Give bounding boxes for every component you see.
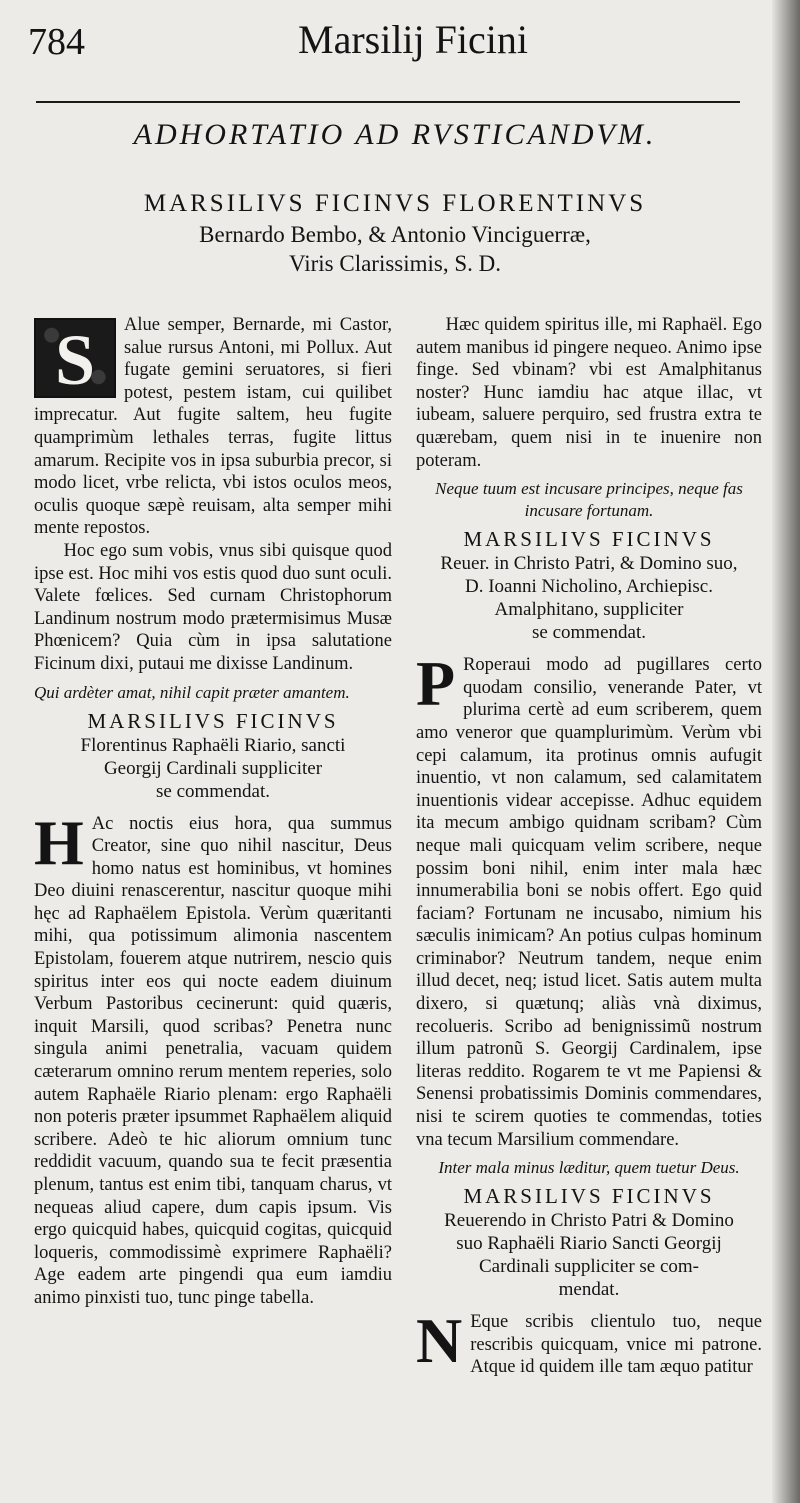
address-line: Florentinus Raphaëli Riario, sancti: [80, 734, 346, 756]
page-number: 784: [28, 21, 85, 63]
salutation-author: MARSILIVS FICINVS FLORENTINVS: [143, 190, 647, 217]
address-line: Cardinali suppliciter se com-: [478, 1256, 700, 1278]
address-author: MARSILIVS FICINVS: [463, 527, 715, 552]
salutation-block: [0, 188, 790, 278]
drop-initial: H: [34, 806, 84, 878]
header-rule: [36, 101, 740, 103]
address-line: Reuer. in Christo Patri, & Domino suo,: [440, 553, 738, 575]
address-author: MARSILIVS FICINVS: [463, 1184, 715, 1209]
address-line: D. Ioanni Nicholino, Archiepisc.: [464, 576, 713, 598]
address-line: se commendat.: [156, 780, 270, 802]
letter-paragraph: [34, 314, 392, 540]
letter-paragraph: [34, 806, 392, 1310]
section-title: ADHORTATIO AD RVSTICANDVM.: [133, 118, 657, 151]
letter-paragraph: [416, 648, 762, 1151]
epigraph: Qui ardèter amat, nihil capit præter amantem.: [34, 682, 350, 702]
epigraph: Neque tuum est incusare principes, neque fas incusare fortunam.: [435, 479, 743, 521]
address-block: [34, 708, 392, 803]
letter-text: Alue semper, Bernarde, mi Castor, salue rursus Antoni, mi Pollux. Aut fugate gemini seruatores, si fieri potest, pestem istam, cui quilibet imprecatur. Aut fugite saltem, heu fugite quamprimùm lethales terras, fugite littus amarum. Recipite vos in ipsa suburbia precor, si modo licet, vrbe relicta, vbi istos oculos meos, oculis quoque sæpè reuisam, alta semper mihi mente repostos.: [34, 315, 392, 539]
letter-text: Ac noctis eius hora, qua summus Creator, sine quo nihil nascitur, Deus homo natus est hominibus, vt homines Deo diuini renascerentur, nascitur quoque mihi hęc ad Raphaëlem Epistola. Verùm quæritanti mihi, qua potissimum alimonia nascentem Epistolam, fouerem atque nutrirem, nescio quis spiritus inter eos qui nocte eadem diuinum Verbum Pastoribus cecinerunt: quid quæris, inquit Marsili, quod scribas? Penetra nunc singula animi penetralia, vacuam quidem cæterarum omnino rerum mentem reperies, solo autem Raphaële Riario plenam: ergo Raphaëli non poteris præter ipsummet Raphaëlem aliquid scribere. Adeò te hic aliorum omnium tunc reddidit vacuum, quando sua te fecit præsentia plenum, tantus est enim tibi, tanquam charus, vt nequeas aliud capere, dum capis ipsum. Vis ergo quicquid habes, quicquid cogitas, quicquid loqueris, commodissimè exprimere Raphaëli? Age eadem arte pingendi qua eum iamdiu animo pinxisti tuo, tunc pinge tabella.: [34, 813, 392, 1308]
address-line: se commendat.: [532, 622, 646, 644]
letter-paragraph: Hoc ego sum vobis, vnus sibi quisque quod ipse est. Hoc mihi vos estis quod duo sunt oculi. Valete fœlices. Sed curnam Christophorum Landinum nostrum modo prætermisimus Musæ Phœnicem? Quia cùm in ipsa salutatione Ficinum dixi, putaui me dixisse Landinum.: [34, 540, 392, 674]
page-header: [28, 14, 748, 84]
address-author: MARSILIVS FICINVS: [87, 708, 339, 733]
letter-text: Roperaui modo ad pugillares certo quodam consilio, venerande Pater, vt plurima certè ad eum scriberem, quem amo veneror que quamplurimùm. Verùm vbi cepi calamum, ita protinus omnis aufugit inuentio, vt non calamum, sed calamitatem inuentionis videar accepisse. Adhuc equidem ita mecum ambigo quidnam scribam? Cùm neque mali quicquam velim scribere, neque possim boni nihil, enim inter mala hæc innumerabilia boni se nobis offert. Ego quid faciam? Fortunam ne incusabo, nimium his sæculis inimicam? An potius culpas hominum criminabor? Neutrum tandem, neque enim illud decet, neq; istud licet. Satis autem multa dixero, si quætunq; aliàs vnà diximus, recolueris. Scribo ad benignissimũ nostrum illum patronũ S. Georgij Cardinalem, ipse literas reddito. Rogarem te vt me Papiensi & Senensi probatissimis Dominis commendares, nisi te scirem quoties te commendas, toties vna tecum Marsilium commendare.: [416, 655, 762, 1150]
address-line: mendat.: [558, 1279, 620, 1301]
address-line: Georgij Cardinali suppliciter: [103, 757, 323, 779]
letter-text: Eque scribis clientulo tuo, neque rescribis quicquam, vnice mi patrone. Atque id quidem ille tam æquo patitur: [470, 1312, 762, 1378]
address-block: [416, 526, 762, 644]
address-line: Amalphitano, suppliciter: [494, 599, 684, 621]
drop-initial: P: [416, 648, 456, 720]
letter-paragraph: [416, 1305, 762, 1379]
salutation-line: Viris Clarissimis, S. D.: [288, 251, 502, 276]
running-head: Marsilij Ficini: [298, 17, 528, 62]
epigraph: Inter mala minus læditur, quem tuetur Deus.: [438, 1158, 740, 1178]
address-line: suo Raphaëli Riario Sancti Georgij: [456, 1233, 722, 1255]
letter-paragraph: Hæc quidem spiritus ille, mi Raphaël. Ego autem manibus id pingere nequeo. Animo ipse finge. Sed vbinam? vbi est Amalphitanus noster? Hunc iamdiu hac atque illac, vt iubeam, saluere perquiro, sed frustra extra te quærebam, quem nisi in te inuenire non poteram.: [416, 315, 762, 471]
salutation-line: Bernardo Bembo, & Antonio Vinciguerræ,: [199, 222, 591, 247]
address-block: [416, 1183, 762, 1301]
right-column: [416, 314, 762, 1379]
drop-initial: N: [416, 1305, 463, 1377]
address-line: Reuerendo in Christo Patri & Domino: [444, 1210, 734, 1232]
ornamental-initial: S: [34, 318, 116, 398]
left-column: [34, 314, 392, 1310]
